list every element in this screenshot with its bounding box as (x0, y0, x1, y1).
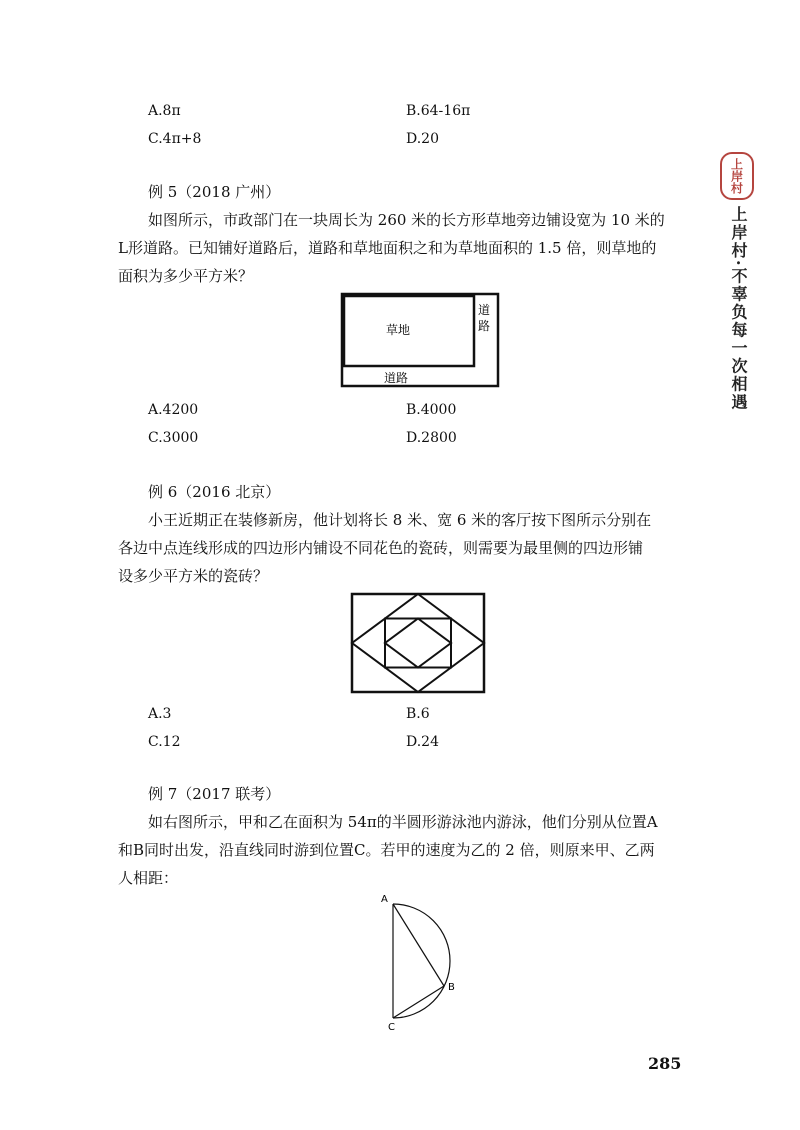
road-side-label-2: 路 (478, 319, 491, 333)
inner-rectangle (385, 619, 451, 668)
example-6-heading: 例 6（2016 北京） (148, 483, 281, 501)
ex6-option-b: B.6 (406, 706, 430, 722)
semicircle-arc (393, 904, 450, 1018)
point-c-label: C (388, 1022, 395, 1032)
example-7-line-2: 和B同时出发，沿直线同时游到位置C。若甲的速度为乙的 2 倍，则原来甲、乙两 (118, 841, 655, 859)
brand-seal-logo: 上岸村 (720, 152, 754, 200)
example-6-line-3: 设多少平方米的瓷砖？ (118, 567, 269, 585)
option-c: C.4π+8 (148, 131, 202, 147)
semicircle-figure (376, 890, 476, 1032)
ex6-option-d: D.24 (406, 734, 439, 750)
brand-slogan: 上岸村·不辜负每一次相遇 (729, 206, 748, 412)
example-7-line-3: 人相距： (118, 869, 179, 887)
road-side-label-1: 道 (478, 303, 491, 317)
example-6-line-2: 各边中点连线形成的四边形内铺设不同花色的瓷砖，则需要为最里侧的四边形铺 (118, 539, 644, 557)
example-5-line-3: 面积为多少平方米？ (118, 267, 254, 285)
outer-room-rectangle (352, 594, 484, 692)
road-figure (340, 292, 502, 388)
option-d: D.20 (406, 131, 439, 147)
option-a: A.8π (148, 103, 181, 119)
ex5-option-d: D.2800 (406, 430, 457, 446)
ex5-option-b: B.4000 (406, 402, 457, 418)
ex5-option-c: C.3000 (148, 430, 199, 446)
option-b: B.64-16π (406, 103, 471, 119)
example-7-line-1: 如右图所示，甲和乙在面积为 54π的半圆形游泳池内游泳，他们分别从位置A (148, 813, 658, 831)
ex6-option-c: C.12 (148, 734, 181, 750)
example-5-heading: 例 5（2018 广州） (148, 183, 281, 201)
example-5-line-2: L形道路。已知铺好道路后，道路和草地面积之和为草地面积的 1.5 倍，则草地的 (118, 239, 657, 257)
point-b-label: B (448, 982, 455, 993)
example-6-line-1: 小王近期正在装修新房，他计划将长 8 米、宽 6 米的客厅按下图所示分别在 (148, 511, 652, 529)
ex5-option-a: A.4200 (148, 402, 199, 418)
ex6-option-a: A.3 (148, 706, 172, 722)
innermost-rhombus (385, 619, 451, 668)
midpoint-rhombus (352, 594, 484, 692)
road-bottom-label: 道路 (384, 371, 409, 385)
page-number: 285 (648, 1054, 682, 1073)
example-7-heading: 例 7（2017 联考） (148, 785, 281, 803)
grass-label: 草地 (386, 323, 411, 337)
chord-bc (393, 986, 444, 1018)
point-a-label: A (381, 894, 388, 905)
example-5-line-1: 如图所示，市政部门在一块周长为 260 米的长方形草地旁边铺设宽为 10 米的 (148, 211, 665, 229)
chord-ab (393, 904, 444, 986)
tile-figure (350, 592, 486, 694)
